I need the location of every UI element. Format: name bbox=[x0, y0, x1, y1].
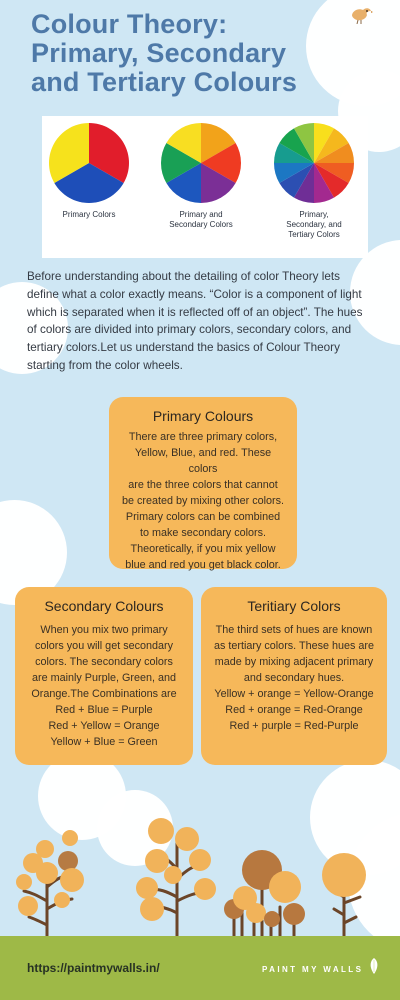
title-line-3: and Tertiary Colours bbox=[31, 67, 298, 97]
card-body: The third sets of hues are known as tertiary colors. These hues are made by mixing adjacent primary and secondary hues. Yellow + orange = Yellow-Orange Red + orange = Red-Orange Red + purple = Red-Purple bbox=[213, 624, 375, 732]
color-wheels-panel bbox=[42, 116, 368, 258]
wheel-caption: Primary, Secondary, and Tertiary Colors bbox=[286, 210, 342, 239]
secondary-color-wheel-image bbox=[160, 122, 242, 204]
primary-colours-card bbox=[109, 397, 297, 569]
brand-name: PAINT MY WALLS bbox=[262, 965, 364, 974]
tertiary-colours-card bbox=[201, 587, 387, 765]
website-link[interactable]: https://paintmywalls.in/ bbox=[27, 961, 160, 975]
card-body: There are three primary colors, Yellow, Blue, and red. These colors are the three colors that cannot be created by mixing other colors. Primary colors can be combined to make secondary colors. Theoretically, if you mix yellow blue and red you get black color. bbox=[121, 431, 285, 571]
card-title: Primary Colours bbox=[152, 408, 254, 424]
card-title: Teritiary Colors bbox=[247, 598, 341, 614]
secondary-wheel-item bbox=[155, 122, 247, 230]
intro-paragraph: Before understanding about the detailing of color Theory lets define what a color exactly means. “Color is a component of light which is separated when it is reflected off of an object”. The hues of colors are divided into primary colors, secondary colors, and tertiary colors.Let us understand the basics of Colour Theory starting from the color wheels. bbox=[27, 270, 363, 372]
right-grove bbox=[224, 850, 366, 950]
tree-illustration bbox=[0, 805, 400, 950]
title-line-2: Primary, Secondary bbox=[31, 38, 287, 68]
primary-color-wheel-image bbox=[48, 122, 130, 204]
title-line-1: Colour Theory: bbox=[31, 9, 228, 39]
primary-wheel-item bbox=[43, 122, 135, 220]
card-body: When you mix two primary colors you will get secondary colors. The secondary colors are mainly Purple, Green, and Orange.The Combinations are Red + Blue = Purple Red + Yellow = Orange Yellow + Blue = Green bbox=[31, 624, 177, 748]
tertiary-color-wheel-image bbox=[273, 122, 355, 204]
card-title: Secondary Colours bbox=[44, 598, 164, 614]
wheel-caption: Primary Colors bbox=[62, 210, 116, 219]
page-title bbox=[31, 10, 381, 97]
wheel-caption: Primary and Secondary Colors bbox=[169, 210, 233, 229]
leaf-icon bbox=[368, 957, 380, 975]
tertiary-wheel-item bbox=[268, 122, 360, 240]
secondary-colours-card bbox=[15, 587, 193, 765]
middle-tree bbox=[136, 818, 216, 950]
left-tree bbox=[16, 830, 84, 950]
